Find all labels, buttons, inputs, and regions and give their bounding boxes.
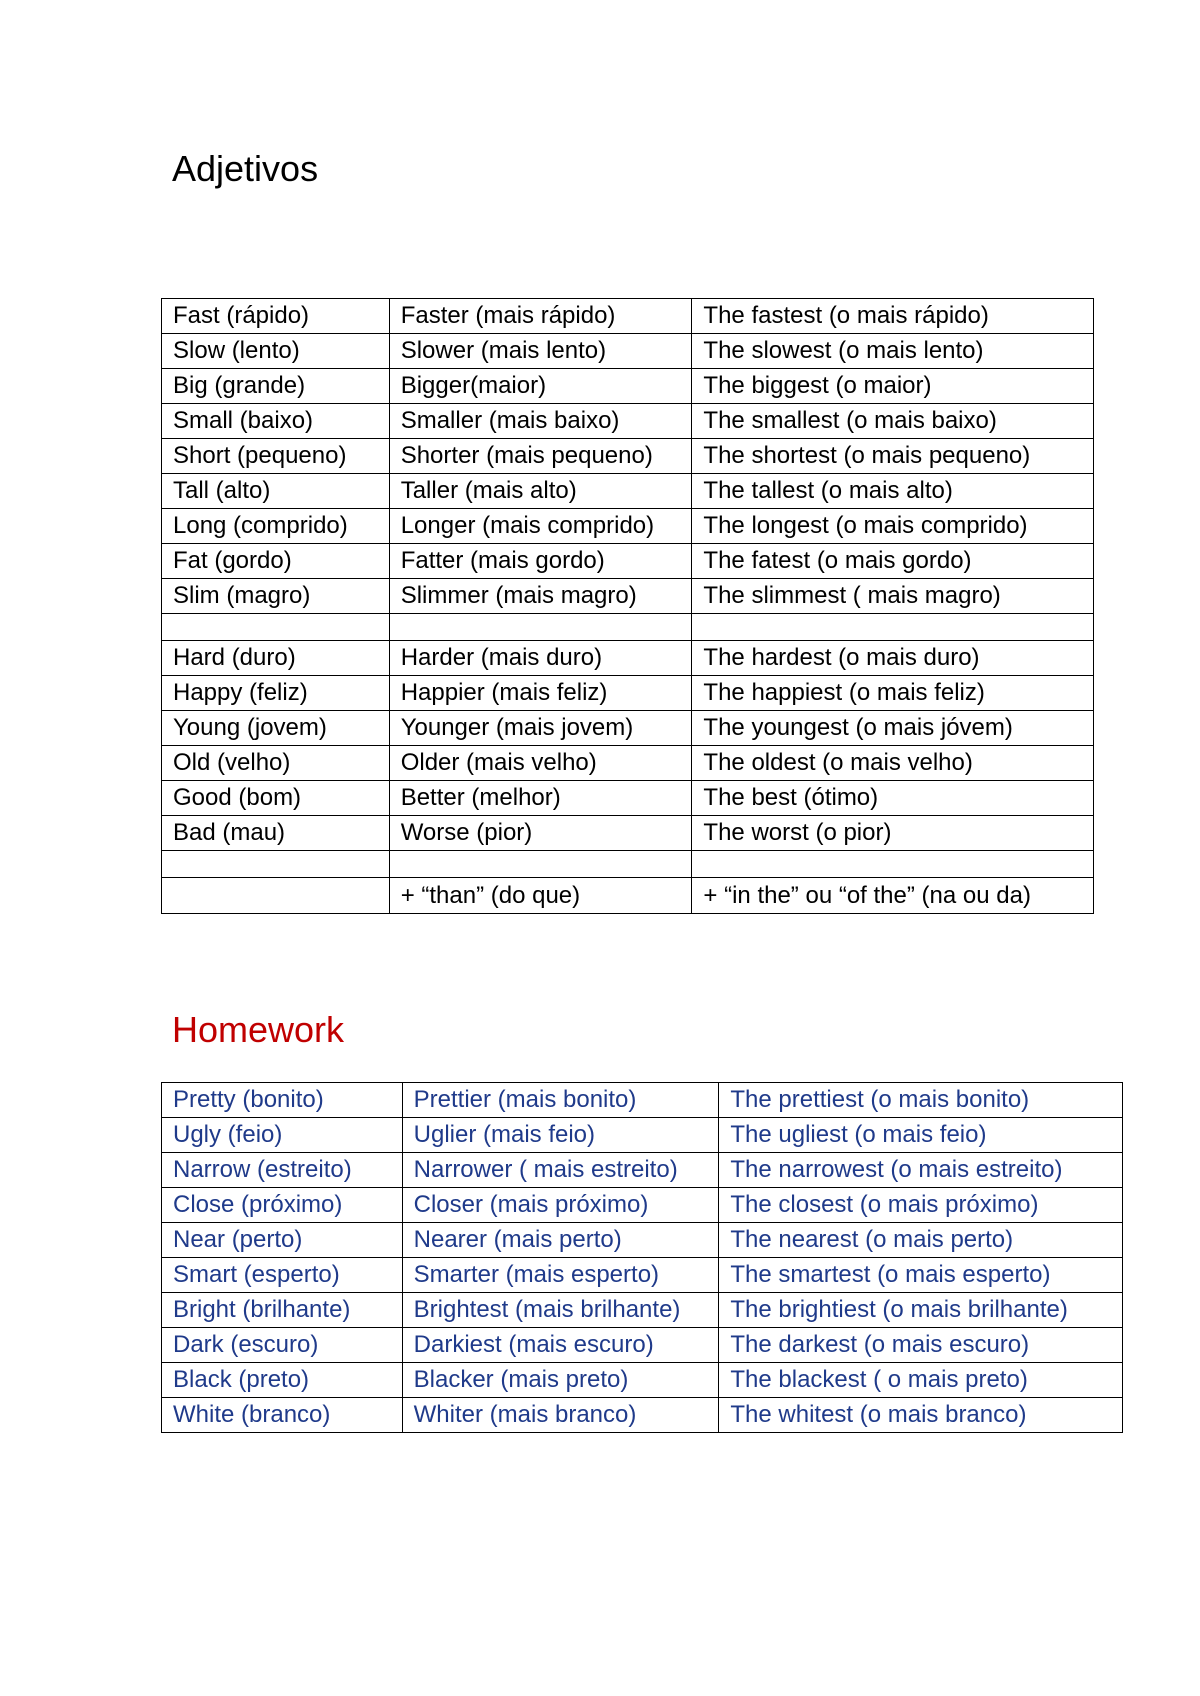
base-form-cell: Bright (brilhante)	[162, 1293, 403, 1328]
comparative-cell: Fatter (mais gordo)	[389, 544, 692, 579]
base-form-cell: White (branco)	[162, 1398, 403, 1433]
superlative-cell: The biggest (o maior)	[692, 369, 1094, 404]
base-form-cell: Narrow (estreito)	[162, 1153, 403, 1188]
adjective-row	[162, 509, 1094, 544]
comparative-cell	[389, 614, 692, 641]
comparative-cell: Smarter (mais esperto)	[402, 1258, 719, 1293]
homework-row	[162, 1363, 1123, 1398]
homework-row	[162, 1328, 1123, 1363]
comparative-cell: Taller (mais alto)	[389, 474, 692, 509]
adjective-row	[162, 878, 1094, 914]
superlative-cell	[692, 851, 1094, 878]
adjectives-table	[161, 298, 1094, 914]
adjective-row	[162, 299, 1094, 334]
superlative-cell: The longest (o mais comprido)	[692, 509, 1094, 544]
adjective-row	[162, 614, 1094, 641]
base-form-cell: Old (velho)	[162, 746, 390, 781]
superlative-cell: The smallest (o mais baixo)	[692, 404, 1094, 439]
superlative-cell: The happiest (o mais feliz)	[692, 676, 1094, 711]
comparative-cell: Longer (mais comprido)	[389, 509, 692, 544]
homework-row	[162, 1258, 1123, 1293]
comparative-cell: Narrower ( mais estreito)	[402, 1153, 719, 1188]
comparative-cell: Bigger(maior)	[389, 369, 692, 404]
base-form-cell: Slim (magro)	[162, 579, 390, 614]
adjective-row	[162, 334, 1094, 369]
base-form-cell	[162, 614, 390, 641]
comparative-cell: Blacker (mais preto)	[402, 1363, 719, 1398]
base-form-cell: Bad (mau)	[162, 816, 390, 851]
adjective-row	[162, 746, 1094, 781]
base-form-cell: Small (baixo)	[162, 404, 390, 439]
adjective-row	[162, 816, 1094, 851]
adjective-row	[162, 474, 1094, 509]
base-form-cell: Short (pequeno)	[162, 439, 390, 474]
homework-row	[162, 1083, 1123, 1118]
comparative-cell: Darkiest (mais escuro)	[402, 1328, 719, 1363]
base-form-cell	[162, 851, 390, 878]
homework-row	[162, 1293, 1123, 1328]
adjectives-table-body	[162, 299, 1094, 914]
comparative-cell: Whiter (mais branco)	[402, 1398, 719, 1433]
comparative-cell: + “than” (do que)	[389, 878, 692, 914]
base-form-cell: Hard (duro)	[162, 641, 390, 676]
adjective-row	[162, 439, 1094, 474]
homework-title: Homework	[172, 1009, 345, 1050]
comparative-cell: Smaller (mais baixo)	[389, 404, 692, 439]
comparative-cell: Worse (pior)	[389, 816, 692, 851]
comparative-cell: Harder (mais duro)	[389, 641, 692, 676]
superlative-cell: The whitest (o mais branco)	[719, 1398, 1123, 1433]
homework-row	[162, 1223, 1123, 1258]
comparative-cell: Slimmer (mais magro)	[389, 579, 692, 614]
base-form-cell: Smart (esperto)	[162, 1258, 403, 1293]
superlative-cell: The smartest (o mais esperto)	[719, 1258, 1123, 1293]
superlative-cell: The slowest (o mais lento)	[692, 334, 1094, 369]
adjective-row	[162, 579, 1094, 614]
homework-table-body	[162, 1083, 1123, 1433]
superlative-cell: The tallest (o mais alto)	[692, 474, 1094, 509]
comparative-cell: Younger (mais jovem)	[389, 711, 692, 746]
adjective-row	[162, 781, 1094, 816]
comparative-cell: Better (melhor)	[389, 781, 692, 816]
superlative-cell: The best (ótimo)	[692, 781, 1094, 816]
homework-row	[162, 1153, 1123, 1188]
superlative-cell: The blackest ( o mais preto)	[719, 1363, 1123, 1398]
homework-row	[162, 1188, 1123, 1223]
base-form-cell: Pretty (bonito)	[162, 1083, 403, 1118]
comparative-cell: Brightest (mais brilhante)	[402, 1293, 719, 1328]
homework-table	[161, 1082, 1123, 1433]
base-form-cell: Tall (alto)	[162, 474, 390, 509]
adjective-row	[162, 369, 1094, 404]
superlative-cell: The closest (o mais próximo)	[719, 1188, 1123, 1223]
comparative-cell: Happier (mais feliz)	[389, 676, 692, 711]
superlative-cell: The fatest (o mais gordo)	[692, 544, 1094, 579]
superlative-cell: The brightiest (o mais brilhante)	[719, 1293, 1123, 1328]
comparative-cell	[389, 851, 692, 878]
adjective-row	[162, 404, 1094, 439]
comparative-cell: Older (mais velho)	[389, 746, 692, 781]
base-form-cell	[162, 878, 390, 914]
superlative-cell: The ugliest (o mais feio)	[719, 1118, 1123, 1153]
base-form-cell: Fat (gordo)	[162, 544, 390, 579]
superlative-cell: The worst (o pior)	[692, 816, 1094, 851]
comparative-cell: Prettier (mais bonito)	[402, 1083, 719, 1118]
comparative-cell: Faster (mais rápido)	[389, 299, 692, 334]
base-form-cell: Ugly (feio)	[162, 1118, 403, 1153]
base-form-cell: Good (bom)	[162, 781, 390, 816]
adjective-row	[162, 641, 1094, 676]
homework-row	[162, 1398, 1123, 1433]
comparative-cell: Shorter (mais pequeno)	[389, 439, 692, 474]
superlative-cell: The prettiest (o mais bonito)	[719, 1083, 1123, 1118]
base-form-cell: Close (próximo)	[162, 1188, 403, 1223]
base-form-cell: Black (preto)	[162, 1363, 403, 1398]
adjective-row	[162, 711, 1094, 746]
adjective-row	[162, 851, 1094, 878]
comparative-cell: Slower (mais lento)	[389, 334, 692, 369]
base-form-cell: Happy (feliz)	[162, 676, 390, 711]
base-form-cell: Big (grande)	[162, 369, 390, 404]
base-form-cell: Slow (lento)	[162, 334, 390, 369]
adjective-row	[162, 676, 1094, 711]
adjective-row	[162, 544, 1094, 579]
superlative-cell: The shortest (o mais pequeno)	[692, 439, 1094, 474]
base-form-cell: Near (perto)	[162, 1223, 403, 1258]
superlative-cell: The nearest (o mais perto)	[719, 1223, 1123, 1258]
superlative-cell: The slimmest ( mais magro)	[692, 579, 1094, 614]
base-form-cell: Young (jovem)	[162, 711, 390, 746]
superlative-cell: The oldest (o mais velho)	[692, 746, 1094, 781]
homework-row	[162, 1118, 1123, 1153]
comparative-cell: Nearer (mais perto)	[402, 1223, 719, 1258]
superlative-cell: The hardest (o mais duro)	[692, 641, 1094, 676]
base-form-cell: Fast (rápido)	[162, 299, 390, 334]
base-form-cell: Long (comprido)	[162, 509, 390, 544]
page-title: Adjetivos	[172, 148, 319, 189]
superlative-cell: The darkest (o mais escuro)	[719, 1328, 1123, 1363]
superlative-cell	[692, 614, 1094, 641]
superlative-cell: + “in the” ou “of the” (na ou da)	[692, 878, 1094, 914]
base-form-cell: Dark (escuro)	[162, 1328, 403, 1363]
superlative-cell: The fastest (o mais rápido)	[692, 299, 1094, 334]
superlative-cell: The youngest (o mais jóvem)	[692, 711, 1094, 746]
superlative-cell: The narrowest (o mais estreito)	[719, 1153, 1123, 1188]
comparative-cell: Closer (mais próximo)	[402, 1188, 719, 1223]
comparative-cell: Uglier (mais feio)	[402, 1118, 719, 1153]
